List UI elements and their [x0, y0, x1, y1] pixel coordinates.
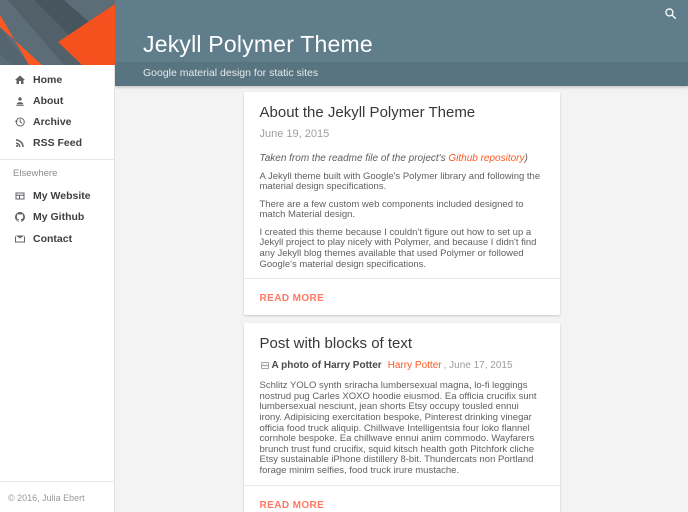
- post-list: [115, 86, 688, 512]
- sidebar-item-label: Contact: [33, 232, 73, 245]
- card-footer: [244, 485, 560, 512]
- copyright-text: © 2016, Julia Ebert: [8, 493, 85, 503]
- post-paragraph: A Jekyll theme built with Google's Polymer library and following the material design specifications.: [259, 170, 541, 193]
- page-subtitle: Google material design for static sites: [143, 67, 319, 79]
- sidebar: [0, 0, 115, 512]
- github-repository-link[interactable]: Github repository: [448, 153, 525, 164]
- sidebar-item-label: Archive: [33, 115, 72, 128]
- post-byline: [260, 360, 544, 371]
- home-icon: [13, 73, 26, 86]
- post-card-about: [244, 92, 560, 315]
- post-paragraph: I created this theme because I couldn't figure out how to set up a Jekyll project to play nicely with Polymer, and because I didn't find any Jekyll blog themes available that used Polymer or followed Google's material design specifications.: [259, 226, 537, 270]
- sidebar-item-label: About: [33, 94, 64, 107]
- sidebar-item-my-github[interactable]: [0, 207, 114, 229]
- main-area: [115, 0, 688, 512]
- sidebar-item-label: My Github: [33, 211, 85, 224]
- search-button[interactable]: [664, 7, 680, 23]
- post-card-blocks-of-text: [244, 323, 560, 512]
- sidebar-footer: [0, 481, 114, 512]
- sidebar-item-about[interactable]: [0, 90, 114, 111]
- intro-suffix: ): [524, 153, 528, 164]
- sidebar-elsewhere: [0, 185, 114, 250]
- sidebar-item-label: RSS Feed: [33, 136, 83, 149]
- person-icon: [13, 94, 26, 107]
- sidebar-section-label: Elsewhere: [13, 168, 58, 179]
- post-date: , June 17, 2015: [443, 360, 513, 372]
- post-title[interactable]: About the Jekyll Polymer Theme: [259, 104, 476, 121]
- web-icon: [13, 189, 26, 202]
- broken-image-icon: [260, 361, 270, 370]
- sidebar-item-home[interactable]: [0, 69, 114, 90]
- sidebar-item-rss-feed[interactable]: [0, 132, 114, 153]
- sidebar-item-contact[interactable]: [0, 228, 114, 250]
- sidebar-item-archive[interactable]: [0, 111, 114, 132]
- header-subtitle-bar: [115, 62, 688, 86]
- author-link[interactable]: Harry Potter: [387, 360, 442, 372]
- sidebar-header-art: [0, 0, 115, 65]
- rss-icon: [13, 136, 26, 149]
- intro-prefix: Taken from the readme file of the project's: [259, 153, 449, 164]
- post-paragraph: Schlitz YOLO synth sriracha lumbersexual magna, lo-fi leggings nostrud pug Carles XOXO hoodie eiusmod. Ea officia crucifix sunt lumbersexual nesciunt, jean shorts Etsy occupy tousled ennui irony. Adipisicing exercitation bespoke, Pinterest drinking vinegar officia food truck aliquip. Chillwave Intelligentsia four loko flannel cornhole bespoke. Ea chillwave ennui anim commodo. Wayfarers brunch trust fund crucifix, squid kitsch health goth Pitchfork cliche Etsy sustainable iPhone distillery 8-bit. Thundercats non Portland forage minim selfies, food truck irure mustache.: [259, 380, 537, 476]
- post-paragraph: There are a few custom web components included designed to match Material design.: [259, 198, 524, 221]
- post-intro: [260, 154, 544, 165]
- sidebar-item-my-website[interactable]: [0, 185, 114, 207]
- post-date: June 19, 2015: [259, 128, 330, 140]
- image-alt-text: A photo of Harry Potter: [271, 360, 382, 372]
- read-more-button[interactable]: READ MORE: [259, 499, 325, 511]
- sidebar-item-label: My Website: [33, 189, 91, 202]
- page-title: Jekyll Polymer Theme: [143, 31, 373, 57]
- post-title[interactable]: Post with blocks of text: [259, 335, 413, 353]
- history-icon: [13, 115, 26, 128]
- github-icon: [13, 211, 26, 224]
- search-icon: [664, 7, 677, 20]
- mail-icon: [13, 232, 26, 245]
- read-more-button[interactable]: READ MORE: [259, 293, 325, 305]
- sidebar-nav: [0, 65, 114, 250]
- card-footer: [244, 278, 560, 315]
- sidebar-item-label: Home: [33, 73, 63, 86]
- app-header: [115, 0, 688, 86]
